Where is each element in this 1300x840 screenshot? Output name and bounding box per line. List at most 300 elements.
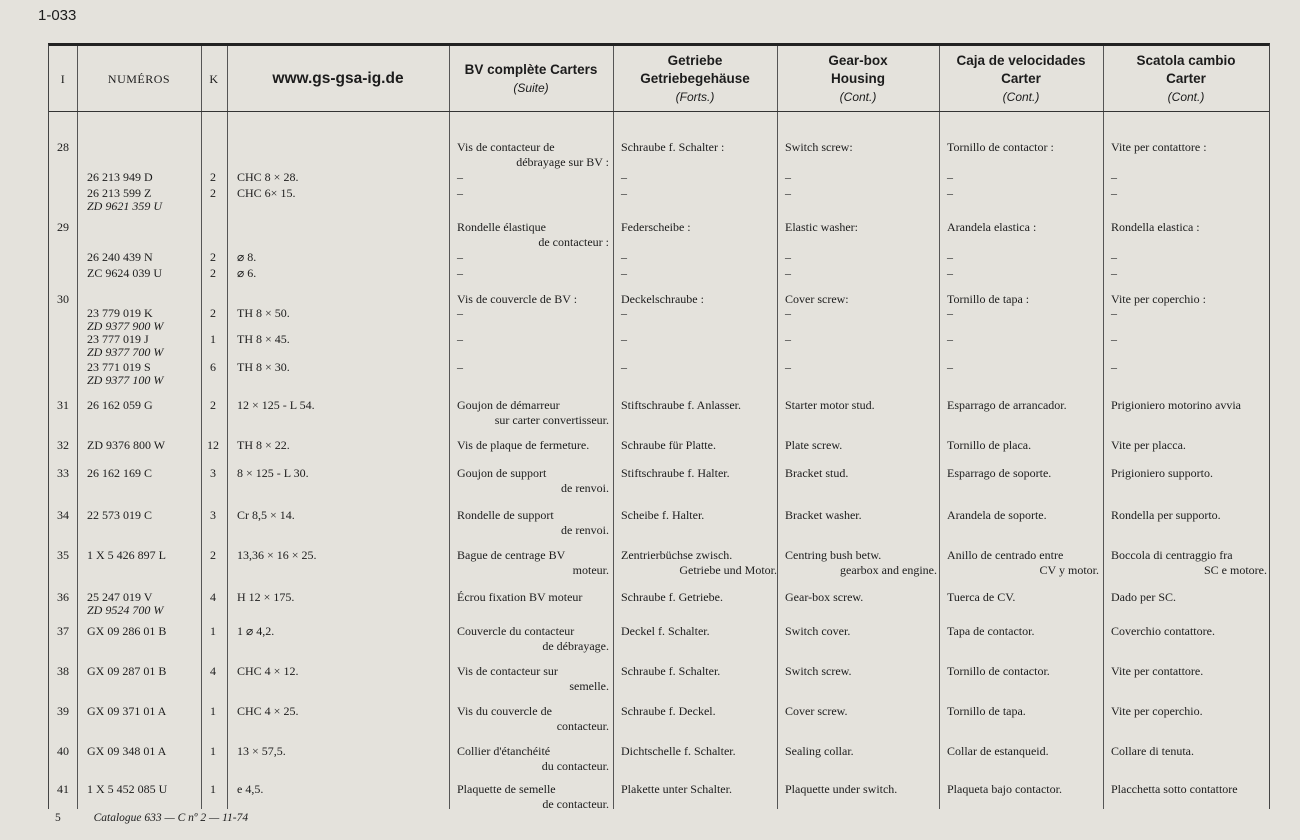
row-index: 36 [57, 590, 69, 604]
desc-es-line1: Tornillo de tapa. [947, 704, 1026, 718]
alt-part-number: ZD 9377 100 W [87, 373, 164, 387]
desc-fr-line1: – [457, 360, 463, 374]
desc-de-line1: Dichtschelle f. Schalter. [621, 744, 736, 758]
desc-en-line1: Switch screw. [785, 664, 852, 678]
desc-es [947, 170, 1099, 185]
row-index: 30 [57, 292, 69, 306]
desc-es-line1: Tuerca de CV. [947, 590, 1016, 604]
desc-en-line1: Starter motor stud. [785, 398, 875, 412]
header-german [613, 46, 777, 111]
desc-fr [457, 438, 609, 453]
desc-es-line1: – [947, 170, 953, 184]
desc-en-line1: Switch screw: [785, 140, 853, 154]
header-english-title: Gear-box [828, 52, 888, 68]
desc-it [1111, 250, 1267, 265]
desc-fr-line2: de contacteur : [538, 235, 609, 249]
desc-de [621, 266, 777, 281]
part-number-cell [87, 590, 163, 616]
page-code: 1-033 [38, 7, 77, 24]
row-index: 39 [57, 704, 69, 718]
desc-de-line1: Zentrierbüchse zwisch. [621, 548, 733, 562]
desc-it-line1: – [1111, 266, 1117, 280]
desc-es [947, 332, 1099, 347]
quantity: 3 [210, 466, 216, 480]
header-spanish-title: Caja de velocidades [956, 52, 1086, 68]
desc-en-line1: – [785, 250, 791, 264]
row-index: 37 [57, 624, 69, 638]
dimensions: 8 × 125 - L 30. [237, 466, 309, 480]
desc-es [947, 704, 1099, 719]
dimensions: Cr 8,5 × 14. [237, 508, 295, 522]
part-number-cell [87, 624, 166, 639]
desc-en-line1: Sealing collar. [785, 744, 854, 758]
part-number: GX 09 286 01 B [87, 624, 167, 638]
desc-it [1111, 266, 1267, 281]
quantity: 2 [210, 250, 216, 264]
desc-de-line1: – [621, 186, 627, 200]
desc-en [785, 466, 937, 481]
desc-it-line1: Prigioniero motorino avvia [1111, 398, 1241, 412]
desc-en [785, 548, 937, 578]
desc-es-line1: – [947, 332, 953, 346]
header-french-title: BV complète Carters [464, 61, 598, 77]
desc-en-line1: Plaquette under switch. [785, 782, 898, 796]
desc-fr-line1: Plaquette de semelle [457, 782, 556, 796]
part-number: GX 09 287 01 B [87, 664, 167, 678]
desc-en [785, 624, 937, 639]
part-number-cell [87, 186, 162, 212]
desc-en [785, 744, 937, 759]
part-number: 1 X 5 426 897 L [87, 548, 166, 562]
desc-de [621, 170, 777, 185]
desc-de [621, 306, 777, 321]
header-german-title2: Getriebegehäuse [640, 70, 750, 86]
desc-fr-line1: Vis du couvercle de [457, 704, 552, 718]
desc-it [1111, 438, 1267, 453]
part-number-cell [87, 744, 166, 759]
desc-fr-line1: Bague de centrage BV [457, 548, 566, 562]
desc-es [947, 398, 1099, 413]
desc-fr-line1: Vis de couvercle de BV : [457, 292, 578, 306]
desc-en [785, 360, 937, 375]
column-divider [939, 46, 940, 809]
desc-es-line2: CV y motor. [1039, 563, 1099, 577]
part-number: GX 09 348 01 A [87, 744, 167, 758]
desc-fr [457, 140, 609, 170]
desc-it [1111, 306, 1267, 321]
desc-de [621, 466, 777, 481]
desc-de [621, 704, 777, 719]
desc-es-line1: Tornillo de tapa : [947, 292, 1030, 306]
header-rule [49, 111, 1269, 112]
desc-it-line1: – [1111, 170, 1117, 184]
desc-fr-line2: semelle. [569, 679, 609, 693]
desc-en [785, 438, 937, 453]
desc-de [621, 590, 777, 605]
desc-fr [457, 744, 609, 774]
dimensions: 13 × 57,5. [237, 744, 286, 758]
desc-fr [457, 292, 609, 307]
desc-en [785, 292, 937, 307]
desc-it [1111, 292, 1267, 307]
desc-it [1111, 140, 1267, 155]
desc-it-line1: Coverchio contattore. [1111, 624, 1215, 638]
desc-fr-line1: Goujon de démarreur [457, 398, 560, 412]
desc-fr [457, 704, 609, 734]
desc-it [1111, 186, 1267, 201]
desc-es-line1: Arandela de soporte. [947, 508, 1047, 522]
part-number: 1 X 5 452 085 U [87, 782, 168, 796]
desc-it [1111, 782, 1267, 797]
alt-part-number: ZD 9377 700 W [87, 345, 164, 359]
header-index: I [60, 71, 66, 86]
column-divider [449, 46, 450, 809]
part-number-cell [87, 332, 163, 358]
header-french [449, 46, 613, 111]
desc-fr-line2: débrayage sur BV : [516, 155, 609, 169]
desc-fr [457, 186, 609, 201]
desc-fr [457, 250, 609, 265]
desc-en [785, 508, 937, 523]
desc-de-line1: Schraube für Platte. [621, 438, 716, 452]
desc-es [947, 220, 1099, 235]
dimensions: CHC 4 × 12. [237, 664, 299, 678]
part-number-cell [87, 266, 162, 281]
desc-it-line1: Rondella per supporto. [1111, 508, 1221, 522]
desc-fr [457, 170, 609, 185]
desc-fr-line2: sur carter convertisseur. [494, 413, 609, 427]
quantity: 2 [210, 548, 216, 562]
desc-de-line1: Federscheibe : [621, 220, 691, 234]
desc-en [785, 664, 937, 679]
desc-de-line1: – [621, 332, 627, 346]
desc-de-line1: Stiftschraube f. Anlasser. [621, 398, 741, 412]
part-number-cell [87, 438, 165, 453]
desc-en-line1: Bracket stud. [785, 466, 849, 480]
desc-fr-line1: Rondelle élastique [457, 220, 546, 234]
quantity: 1 [210, 332, 216, 346]
desc-fr [457, 466, 609, 496]
desc-de-line2: Getriebe und Motor. [679, 563, 777, 577]
desc-es [947, 782, 1099, 797]
quantity: 1 [210, 782, 216, 796]
quantity: 1 [210, 704, 216, 718]
desc-fr [457, 548, 609, 578]
header-spanish [939, 46, 1103, 111]
part-number-cell [87, 548, 166, 563]
desc-es-line1: Tornillo de contactor : [947, 140, 1054, 154]
desc-de-line1: Plakette unter Schalter. [621, 782, 732, 796]
header-italian [1103, 46, 1269, 111]
desc-es-line1: Esparrago de soporte. [947, 466, 1052, 480]
desc-es-line1: Anillo de centrado entre [947, 548, 1064, 562]
website-watermark: www.gs-gsa-ig.de [272, 69, 404, 87]
desc-es [947, 590, 1099, 605]
part-number-cell [87, 508, 152, 523]
desc-it-line1: Vite per coperchio : [1111, 292, 1206, 306]
desc-fr [457, 360, 609, 375]
quantity: 1 [210, 624, 216, 638]
desc-fr-line2: contacteur. [556, 719, 609, 733]
desc-es-line1: Esparrago de arrancador. [947, 398, 1067, 412]
desc-en [785, 140, 937, 155]
desc-es [947, 140, 1099, 155]
footer-catalogue: Catalogue 633 — C nº 2 — 11-74 [93, 812, 249, 824]
dimensions: TH 8 × 22. [237, 438, 290, 452]
desc-it-line1: Vite per contattore : [1111, 140, 1207, 154]
desc-en [785, 704, 937, 719]
column-divider [77, 46, 78, 809]
desc-fr-line2: de renvoi. [561, 481, 609, 495]
desc-de-line1: – [621, 170, 627, 184]
desc-it [1111, 744, 1267, 759]
row-index: 35 [57, 548, 69, 562]
desc-es-line1: Tapa de contactor. [947, 624, 1035, 638]
desc-it-line2: SC e motore. [1204, 563, 1267, 577]
part-number: 25 247 019 V [87, 590, 153, 604]
desc-en [785, 332, 937, 347]
desc-de-line1: Schraube f. Getriebe. [621, 590, 723, 604]
desc-it [1111, 624, 1267, 639]
desc-en [785, 170, 937, 185]
desc-es [947, 466, 1099, 481]
desc-de [621, 360, 777, 375]
dimensions: TH 8 × 45. [237, 332, 290, 346]
column-divider [227, 46, 228, 809]
desc-en-line1: – [785, 170, 791, 184]
desc-es [947, 664, 1099, 679]
column-divider [613, 46, 614, 809]
desc-de [621, 292, 777, 307]
desc-de-line1: Schraube f. Schalter : [621, 140, 725, 154]
column-divider [1103, 46, 1104, 809]
desc-fr [457, 782, 609, 812]
part-number-cell [87, 306, 163, 332]
header-english [777, 46, 939, 111]
desc-fr [457, 664, 609, 694]
desc-en-line1: Centring bush betw. [785, 548, 882, 562]
desc-fr-line1: Goujon de support [457, 466, 547, 480]
part-number: GX 09 371 01 A [87, 704, 167, 718]
desc-fr-line2: de débrayage. [542, 639, 609, 653]
desc-it-line1: – [1111, 186, 1117, 200]
desc-en-line1: Elastic washer: [785, 220, 858, 234]
desc-de [621, 782, 777, 797]
desc-fr-line1: Couvercle du contacteur [457, 624, 575, 638]
desc-fr [457, 508, 609, 538]
desc-it-line1: Boccola di centraggio fra [1111, 548, 1233, 562]
desc-fr [457, 590, 609, 605]
part-number: 26 213 599 Z [87, 186, 152, 200]
desc-de-line1: Schraube f. Deckel. [621, 704, 716, 718]
part-number-cell [87, 360, 163, 386]
column-divider [777, 46, 778, 809]
desc-it [1111, 360, 1267, 375]
alt-part-number: ZD 9377 900 W [87, 319, 164, 333]
header-english-title2: Housing [831, 70, 885, 86]
desc-de-line1: – [621, 306, 627, 320]
desc-en-line1: Gear-box screw. [785, 590, 864, 604]
desc-es-line1: Tornillo de contactor. [947, 664, 1050, 678]
desc-fr-line1: Vis de contacteur sur [457, 664, 558, 678]
column-divider [201, 46, 202, 809]
desc-it-line1: – [1111, 360, 1117, 374]
quantity: 4 [210, 664, 216, 678]
footer-page-number: 5 [55, 812, 61, 824]
desc-en-line1: Switch cover. [785, 624, 851, 638]
desc-en [785, 220, 937, 235]
row-index: 28 [57, 140, 69, 154]
quantity: 6 [210, 360, 216, 374]
desc-fr-line1: – [457, 306, 463, 320]
dimensions: CHC 6× 15. [237, 186, 296, 200]
part-number-cell [87, 664, 166, 679]
desc-en-line1: – [785, 360, 791, 374]
desc-it-line1: Vite per coperchio. [1111, 704, 1203, 718]
desc-de [621, 332, 777, 347]
desc-de [621, 664, 777, 679]
desc-it-line1: Dado per SC. [1111, 590, 1176, 604]
desc-es [947, 266, 1099, 281]
desc-es [947, 306, 1099, 321]
desc-fr-line1: Rondelle de support [457, 508, 554, 522]
part-number-cell [87, 250, 153, 265]
desc-en-line1: – [785, 306, 791, 320]
quantity: 12 [207, 438, 219, 452]
quantity: 1 [210, 744, 216, 758]
desc-de [621, 438, 777, 453]
part-number: 26 162 059 G [87, 398, 153, 412]
dimensions: 1 ⌀ 4,2. [237, 624, 275, 638]
desc-it [1111, 220, 1267, 235]
desc-en-line1: – [785, 186, 791, 200]
part-number-cell [87, 398, 153, 413]
desc-it [1111, 548, 1267, 578]
row-index: 32 [57, 438, 69, 452]
dimensions: 13,36 × 16 × 25. [237, 548, 317, 562]
dimensions: CHC 4 × 25. [237, 704, 299, 718]
header-spanish-title2: Carter [1001, 70, 1041, 86]
part-number-cell [87, 170, 153, 185]
desc-it-line1: Vite per contattore. [1111, 664, 1204, 678]
header-german-sub: (Forts.) [675, 89, 715, 104]
desc-en-line1: Cover screw: [785, 292, 849, 306]
desc-fr-line1: – [457, 332, 463, 346]
desc-en [785, 306, 937, 321]
header-italian-title2: Carter [1166, 70, 1206, 86]
alt-part-number: ZD 9621 359 U [87, 199, 163, 213]
desc-it-line1: Prigioniero supporto. [1111, 466, 1213, 480]
desc-en [785, 398, 937, 413]
part-number: 23 779 019 K [87, 306, 153, 320]
dimensions: ⌀ 6. [237, 266, 257, 280]
header-english-sub: (Cont.) [839, 89, 877, 104]
desc-it [1111, 508, 1267, 523]
desc-fr-line1: Vis de plaque de fermeture. [457, 438, 590, 452]
desc-it-line1: Placchetta sotto contattore [1111, 782, 1238, 796]
desc-it [1111, 590, 1267, 605]
dimensions: CHC 8 × 28. [237, 170, 299, 184]
desc-fr [457, 220, 609, 250]
desc-de-line1: – [621, 266, 627, 280]
desc-es [947, 292, 1099, 307]
desc-es-line1: – [947, 266, 953, 280]
desc-de-line1: Scheibe f. Halter. [621, 508, 705, 522]
desc-es [947, 438, 1099, 453]
quantity: 2 [210, 186, 216, 200]
dimensions: e 4,5. [237, 782, 264, 796]
header-french-sub: (Suite) [513, 80, 549, 95]
header-german-title: Getriebe [667, 52, 723, 68]
desc-es [947, 624, 1099, 639]
desc-fr-line1: – [457, 266, 463, 280]
part-number: ZD 9376 800 W [87, 438, 166, 452]
desc-de [621, 548, 777, 578]
desc-es-line1: – [947, 360, 953, 374]
part-number: 22 573 019 C [87, 508, 153, 522]
desc-es-line1: Arandela elastica : [947, 220, 1037, 234]
desc-de [621, 508, 777, 523]
desc-en [785, 250, 937, 265]
desc-de-line1: – [621, 250, 627, 264]
desc-en [785, 186, 937, 201]
desc-it [1111, 664, 1267, 679]
desc-it-line1: – [1111, 332, 1117, 346]
dimensions: H 12 × 175. [237, 590, 295, 604]
desc-fr [457, 306, 609, 321]
part-number-cell [87, 466, 152, 481]
desc-de-line1: Deckelschraube : [621, 292, 704, 306]
part-number: 23 777 019 J [87, 332, 149, 346]
desc-en [785, 782, 937, 797]
row-index: 40 [57, 744, 69, 758]
desc-fr [457, 332, 609, 347]
desc-it-line1: – [1111, 250, 1117, 264]
desc-it [1111, 398, 1267, 413]
quantity: 4 [210, 590, 216, 604]
desc-es-line1: Plaqueta bajo contactor. [947, 782, 1062, 796]
desc-fr-line2: de contacteur. [542, 797, 609, 811]
desc-en-line1: – [785, 332, 791, 346]
desc-es-line1: – [947, 186, 953, 200]
desc-es [947, 186, 1099, 201]
desc-es-line1: Collar de estanqueid. [947, 744, 1049, 758]
desc-es [947, 548, 1099, 578]
desc-de-line1: Schraube f. Schalter. [621, 664, 721, 678]
desc-en-line2: gearbox and engine. [840, 563, 937, 577]
desc-it-line1: – [1111, 306, 1117, 320]
quantity: 2 [210, 306, 216, 320]
quantity: 2 [210, 398, 216, 412]
header-italian-title: Scatola cambio [1136, 52, 1236, 68]
desc-it [1111, 466, 1267, 481]
desc-de [621, 744, 777, 759]
desc-de [621, 250, 777, 265]
parts-table [48, 43, 1270, 809]
row-index: 31 [57, 398, 69, 412]
part-number-cell [87, 704, 166, 719]
header-spanish-sub: (Cont.) [1002, 89, 1040, 104]
desc-fr-line1: Écrou fixation BV moteur [457, 590, 583, 604]
desc-en-line1: Cover screw. [785, 704, 848, 718]
desc-en-line1: – [785, 266, 791, 280]
part-number-cell [87, 782, 167, 797]
desc-de [621, 624, 777, 639]
desc-en [785, 590, 937, 605]
desc-de [621, 398, 777, 413]
desc-de [621, 186, 777, 201]
quantity: 3 [210, 508, 216, 522]
